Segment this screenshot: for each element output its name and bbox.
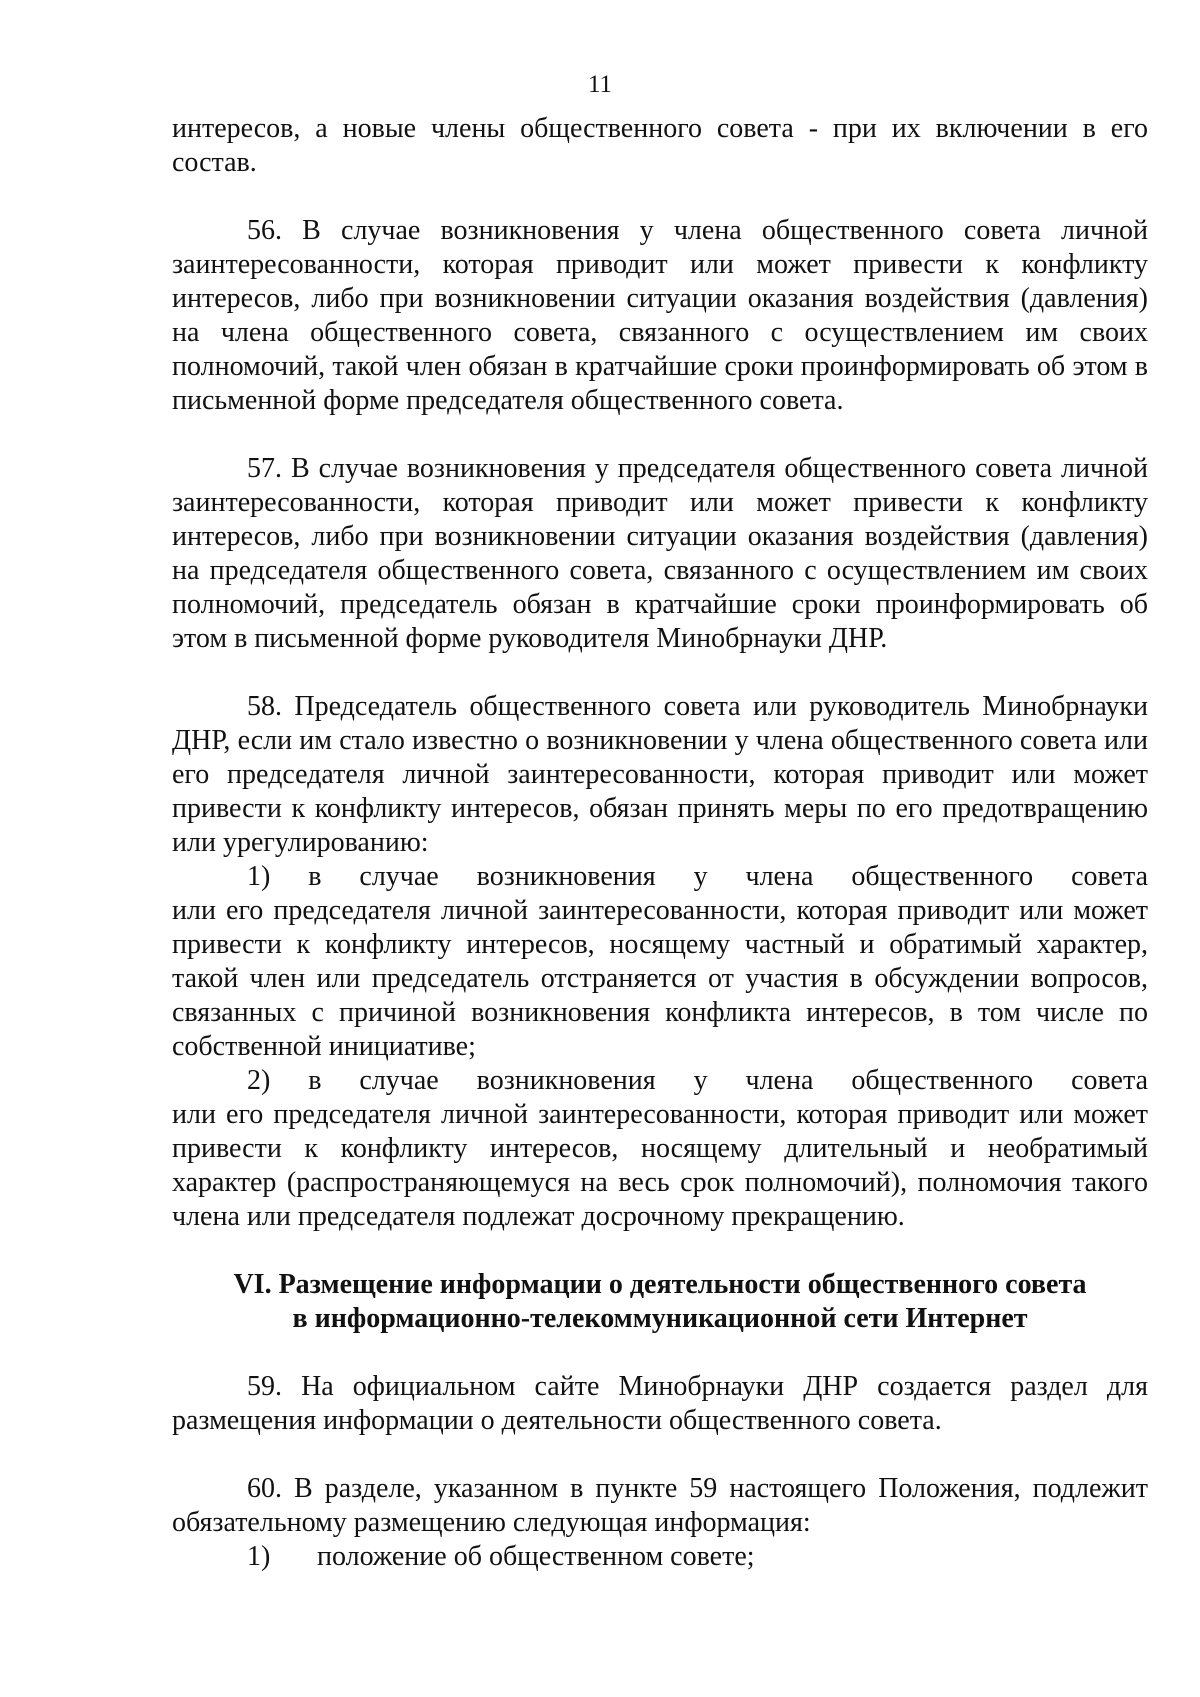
paragraph-continuation: интересов, а новые члены общественного совета - при их включении в его состав. xyxy=(172,113,1148,178)
paragraph-58-item-1: или его председателя личной заинтересованности, которая приводит или может привести к конфликту интересов, носящему частный и обратимый характер, такой член или председатель отстраняется от участия в обсуждении вопросов, связанных с причиной возникновения конфликта интересов, в том числе по собственной инициативе; xyxy=(172,895,1148,1062)
document-body xyxy=(172,112,1148,1574)
list-item-text: положение об общественном совете; xyxy=(317,1541,755,1572)
paragraph-58-item-2: или его председателя личной заинтересованности, которая приводит или может привести к конфликту интересов, носящему длительный и необратимый характер (распространяющемуся на весь срок полномочий), полномочия такого члена или председателя подлежат досрочному прекращению. xyxy=(172,1099,1148,1232)
section-heading xyxy=(172,1268,1148,1336)
item-1-first-line-text: 1) в случае возникновения у члена общественного совета xyxy=(247,861,1148,892)
page-number: 11 xyxy=(587,71,613,98)
paragraph-59: 59. На официальном сайте Минобрнауки ДНР создается раздел для размещения информации о деятельности общественного совета. xyxy=(172,1371,1148,1436)
section-heading-line-2: в информационно-телекоммуникационной сети Интернет xyxy=(292,1303,1028,1334)
paragraph-57: 57. В случае возникновения у председателя общественного совета личной заинтересованности, которая приводит или может привести к конфликту интересов, либо при возникновении ситуации оказания воздействия (давления) на председателя общественного совета, связанного с осуществлением им своих полномочий, председатель обязан в кратчайшие сроки проинформировать об этом в письменной форме руководителя Минобрнауки ДНР. xyxy=(172,453,1148,654)
paragraph-58: 58. Председатель общественного совета или руководитель Минобрнауки ДНР, если им стало известно о возникновении у члена общественного совета или его председателя личной заинтересованности, которая приводит или может привести к конфликту интересов, обязан принять меры по его предотвращению или урегулированию: xyxy=(172,691,1148,858)
list-marker: 1) xyxy=(247,1541,271,1572)
section-heading-line-1: VI. Размещение информации о деятельности общественного совета xyxy=(233,1269,1087,1300)
paragraph-60: 60. В разделе, указанном в пункте 59 настоящего Положения, подлежит обязательному размещению следующая информация: xyxy=(172,1473,1148,1538)
paragraph-58-item-2-first-line xyxy=(172,1064,1148,1098)
paragraph-60-item-1 xyxy=(172,1540,1148,1574)
paragraph-56: 56. В случае возникновения у члена общественного совета личной заинтересованности, которая приводит или может привести к конфликту интересов, либо при возникновении ситуации оказания воздействия (давления) на члена общественного совета, связанного с осуществлением им своих полномочий, такой член обязан в кратчайшие сроки проинформировать об этом в письменной форме председателя общественного совета. xyxy=(172,215,1148,416)
item-2-first-line-text: 2) в случае возникновения у члена общественного совета xyxy=(247,1065,1148,1096)
paragraph-58-item-1-first-line xyxy=(172,860,1148,894)
